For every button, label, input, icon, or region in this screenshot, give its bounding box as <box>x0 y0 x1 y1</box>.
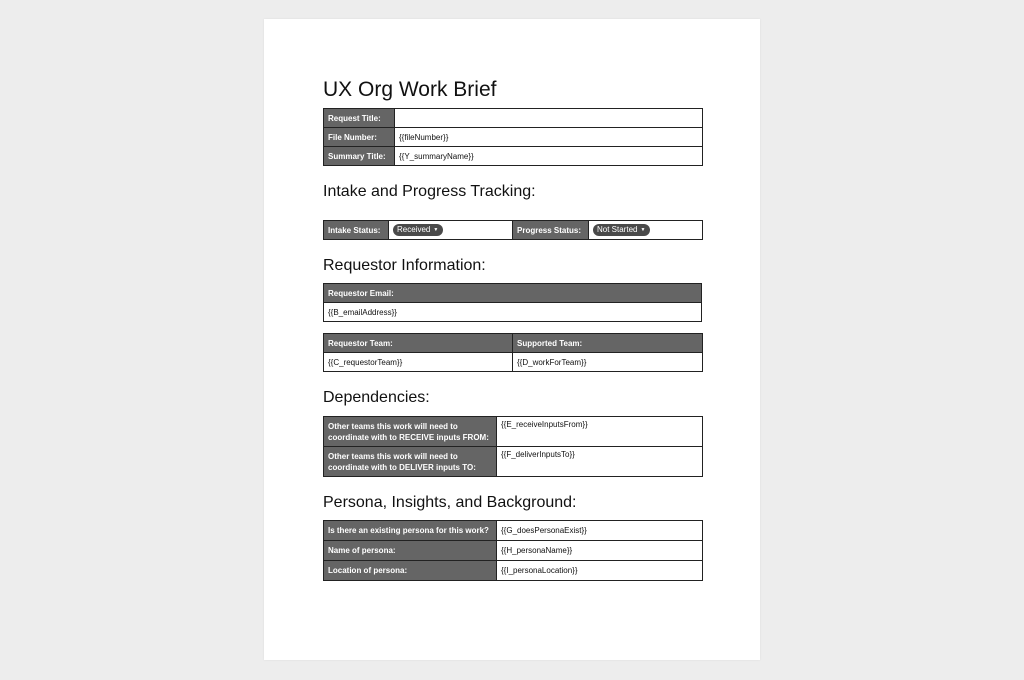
progress-status-label: Progress Status: <box>513 221 589 240</box>
request-title-field[interactable] <box>395 109 703 128</box>
intake-table <box>323 220 703 240</box>
persona-location-label: Location of persona: <box>324 561 497 581</box>
requestor-email-field[interactable]: {{B_emailAddress}} <box>324 303 702 322</box>
table-row <box>324 109 703 128</box>
table-row <box>324 561 703 581</box>
supported-team-label: Supported Team: <box>513 334 703 353</box>
intake-status-label: Intake Status: <box>324 221 389 240</box>
requestor-email-table <box>323 283 702 322</box>
progress-status-dropdown[interactable] <box>593 224 650 236</box>
table-row <box>324 541 703 561</box>
table-row <box>324 303 702 322</box>
deliver-inputs-label: Other teams this work will need to coordinate with to DELIVER inputs TO: <box>324 447 497 477</box>
chevron-down-icon: ▼ <box>640 227 646 233</box>
persona-exists-field[interactable]: {{G_doesPersonaExist}} <box>497 521 703 541</box>
table-row <box>324 447 703 477</box>
persona-table <box>323 520 703 581</box>
intake-status-cell <box>389 221 513 240</box>
document-content <box>323 77 702 581</box>
chevron-down-icon: ▼ <box>433 227 439 233</box>
summary-title-label: Summary Title: <box>324 147 395 166</box>
document-page <box>264 19 760 660</box>
table-row <box>324 334 703 353</box>
requestor-team-field[interactable]: {{C_requestorTeam}} <box>324 353 513 372</box>
intake-status-value: Received <box>397 225 431 234</box>
document-title: UX Org Work Brief <box>323 78 497 101</box>
dependencies-table <box>323 416 703 477</box>
table-row <box>324 221 703 240</box>
table-row <box>324 417 703 447</box>
persona-heading: Persona, Insights, and Background: <box>323 494 577 511</box>
deliver-inputs-field[interactable]: {{F_deliverInputsTo}} <box>497 447 703 477</box>
dependencies-heading: Dependencies: <box>323 389 430 406</box>
table-row <box>324 128 703 147</box>
persona-name-label: Name of persona: <box>324 541 497 561</box>
persona-exists-label: Is there an existing persona for this work? <box>324 521 497 541</box>
table-row <box>324 353 703 372</box>
supported-team-field[interactable]: {{D_workForTeam}} <box>513 353 703 372</box>
requestor-team-table <box>323 333 703 372</box>
intake-status-dropdown[interactable] <box>393 224 443 236</box>
persona-location-field[interactable]: {{I_personaLocation}} <box>497 561 703 581</box>
table-row <box>324 521 703 541</box>
progress-status-value: Not Started <box>597 225 638 234</box>
table-row <box>324 284 702 303</box>
requestor-heading: Requestor Information: <box>323 257 486 274</box>
requestor-email-label: Requestor Email: <box>324 284 702 303</box>
requestor-team-label: Requestor Team: <box>324 334 513 353</box>
receive-inputs-label: Other teams this work will need to coordinate with to RECEIVE inputs FROM: <box>324 417 497 447</box>
file-number-field[interactable]: {{fileNumber}} <box>395 128 703 147</box>
file-number-label: File Number: <box>324 128 395 147</box>
request-title-label: Request Title: <box>324 109 395 128</box>
table-row <box>324 147 703 166</box>
receive-inputs-field[interactable]: {{E_receiveInputsFrom}} <box>497 417 703 447</box>
summary-title-field[interactable]: {{Y_summaryName}} <box>395 147 703 166</box>
intake-heading: Intake and Progress Tracking: <box>323 183 536 200</box>
request-info-table <box>323 108 703 166</box>
persona-name-field[interactable]: {{H_personaName}} <box>497 541 703 561</box>
progress-status-cell <box>589 221 703 240</box>
